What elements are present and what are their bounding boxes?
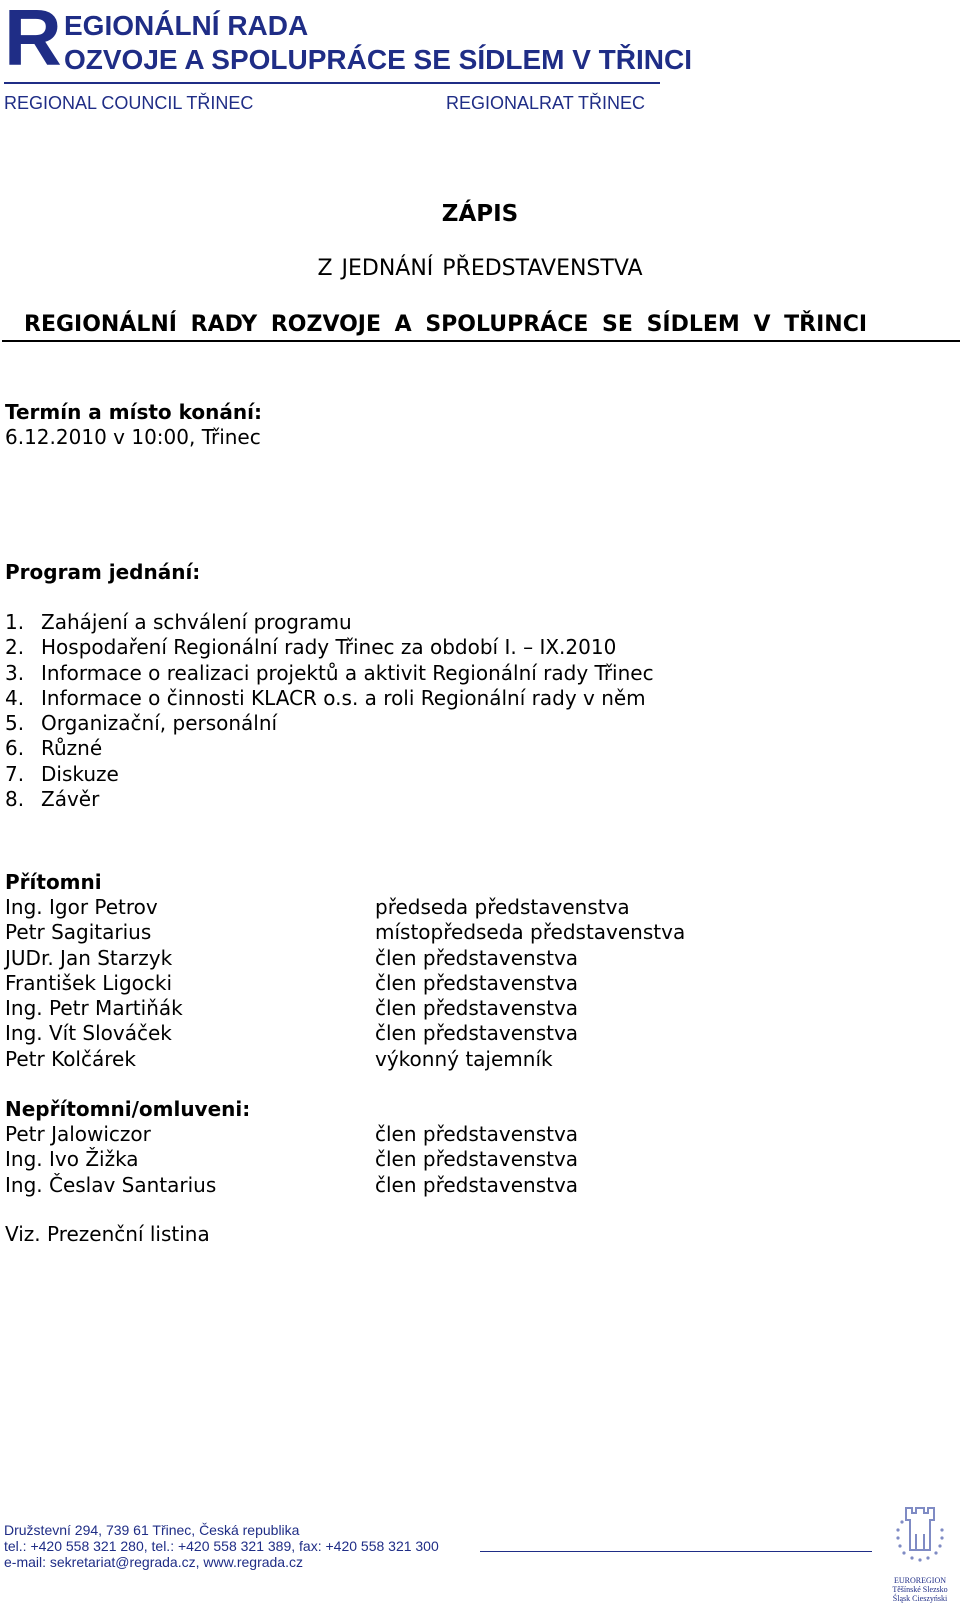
- list-item: [5, 686, 654, 711]
- absentee-role: člen představenstva: [375, 1172, 579, 1197]
- agenda-number: 1.: [5, 610, 25, 634]
- agenda-text: Diskuze: [41, 761, 119, 786]
- document-title: ZÁPIS: [441, 201, 519, 227]
- list-item: [5, 711, 654, 736]
- attendee-role: místopředseda představenstva: [375, 920, 686, 945]
- attendee-role: člen představenstva: [375, 945, 579, 970]
- present-names-column: [5, 895, 183, 1072]
- letterhead-sub-german: REGIONALRAT TŘINEC: [446, 93, 646, 113]
- absentee-role: člen představenstva: [375, 1122, 579, 1146]
- agenda-number: 8.: [5, 787, 25, 812]
- list-item: [5, 787, 654, 812]
- logo-label-3: Śląsk Cieszyński: [892, 1594, 948, 1603]
- present-label: Přítomni: [5, 870, 102, 894]
- agenda-text: Informace o činnosti KLACR o.s. a roli Regionální rady v něm: [41, 685, 646, 710]
- agenda-text: Závěr: [41, 787, 100, 812]
- list-item: [5, 635, 654, 660]
- logo-label-1: EUROREGION: [894, 1576, 946, 1585]
- letterhead-sub-english: REGIONAL COUNCIL TŘINEC: [4, 93, 254, 113]
- letterhead-initial: R: [4, 0, 62, 82]
- attendee-name: Ing. Vít Slováček: [5, 1021, 172, 1046]
- attendee-role: člen představenstva: [375, 1021, 579, 1046]
- agenda-number: 4.: [5, 685, 25, 710]
- absentee-role: člen představenstva: [375, 1147, 579, 1172]
- program-label: Program jednání:: [5, 560, 201, 584]
- absent-roles-column: [375, 1122, 578, 1198]
- letterhead-line1: EGIONÁLNÍ RADA: [64, 10, 309, 41]
- footer-divider: [480, 1551, 872, 1552]
- absentee-name: Ing. Ivo Žižka: [5, 1147, 139, 1172]
- absent-names-column: [5, 1122, 216, 1198]
- agenda-number: 5.: [5, 711, 25, 736]
- attendee-name: Ing. Igor Petrov: [5, 895, 158, 919]
- footer-email: e-mail: sekretariat@regrada.cz, www.regrada.cz: [4, 1554, 303, 1570]
- absentee-name: Ing. Česlav Santarius: [5, 1172, 217, 1197]
- logo-label-2: Těšínské Slezsko: [892, 1585, 948, 1594]
- list-item: [5, 661, 654, 686]
- attendee-role: člen představenstva: [375, 970, 579, 995]
- agenda-text: Organizační, personální: [41, 711, 278, 736]
- absentee-name: Petr Jalowiczor: [5, 1122, 151, 1146]
- attendee-role: člen představenstva: [375, 996, 579, 1021]
- attendee-role: výkonný tajemník: [375, 1046, 553, 1071]
- agenda-number: 6.: [5, 736, 25, 761]
- attendee-name: JUDr. Jan Starzyk: [5, 945, 173, 970]
- list-item: [5, 762, 654, 787]
- attendee-name: Petr Kolčárek: [5, 1046, 136, 1071]
- absent-label: Nepřítomni/omluveni:: [5, 1097, 251, 1121]
- organization-name: REGIONÁLNÍ RADY ROZVOJE A SPOLUPRÁCE SE SÍDLEM V TŘINCI: [24, 312, 868, 337]
- agenda-text: Informace o realizaci projektů a aktivit Regionální rady Třinec: [41, 660, 654, 685]
- attendee-name: Ing. Petr Martiňák: [5, 996, 183, 1021]
- agenda-number: 7.: [5, 761, 25, 786]
- footer-address: Družstevní 294, 739 61 Třinec, Česká republika: [4, 1522, 300, 1538]
- meeting-label: Termín a místo konání:: [5, 400, 262, 424]
- letterhead-divider: [4, 82, 660, 84]
- attendee-role: předseda představenstva: [375, 895, 630, 919]
- agenda-list: [5, 610, 654, 812]
- tower-icon: [888, 1500, 952, 1572]
- list-item: [5, 736, 654, 761]
- list-item: [5, 610, 654, 635]
- agenda-text: Různé: [41, 736, 103, 761]
- meeting-value: 6.12.2010 v 10:00, Třinec: [5, 425, 261, 449]
- attendee-name: Petr Sagitarius: [5, 920, 152, 945]
- title-divider: [2, 340, 960, 342]
- agenda-number: 3.: [5, 660, 25, 685]
- footer-phones: tel.: +420 558 321 280, tel.: +420 558 321 389, fax: +420 558 321 300: [4, 1538, 439, 1554]
- attendee-name: František Ligocki: [5, 970, 173, 995]
- letterhead-line2: OZVOJE A SPOLUPRÁCE SE SÍDLEM V TŘINCI: [64, 44, 693, 75]
- agenda-text: Zahájení a schválení programu: [41, 610, 352, 634]
- agenda-number: 2.: [5, 635, 25, 660]
- euroregion-tower-logo-icon: [888, 1500, 952, 1603]
- present-roles-column: [375, 895, 685, 1072]
- agenda-text: Hospodaření Regionální rady Třinec za období I. – IX.2010: [41, 635, 617, 660]
- document-subtitle: Z JEDNÁNÍ PŘEDSTAVENSTVA: [317, 256, 643, 281]
- attendance-note: Viz. Prezenční listina: [5, 1222, 210, 1246]
